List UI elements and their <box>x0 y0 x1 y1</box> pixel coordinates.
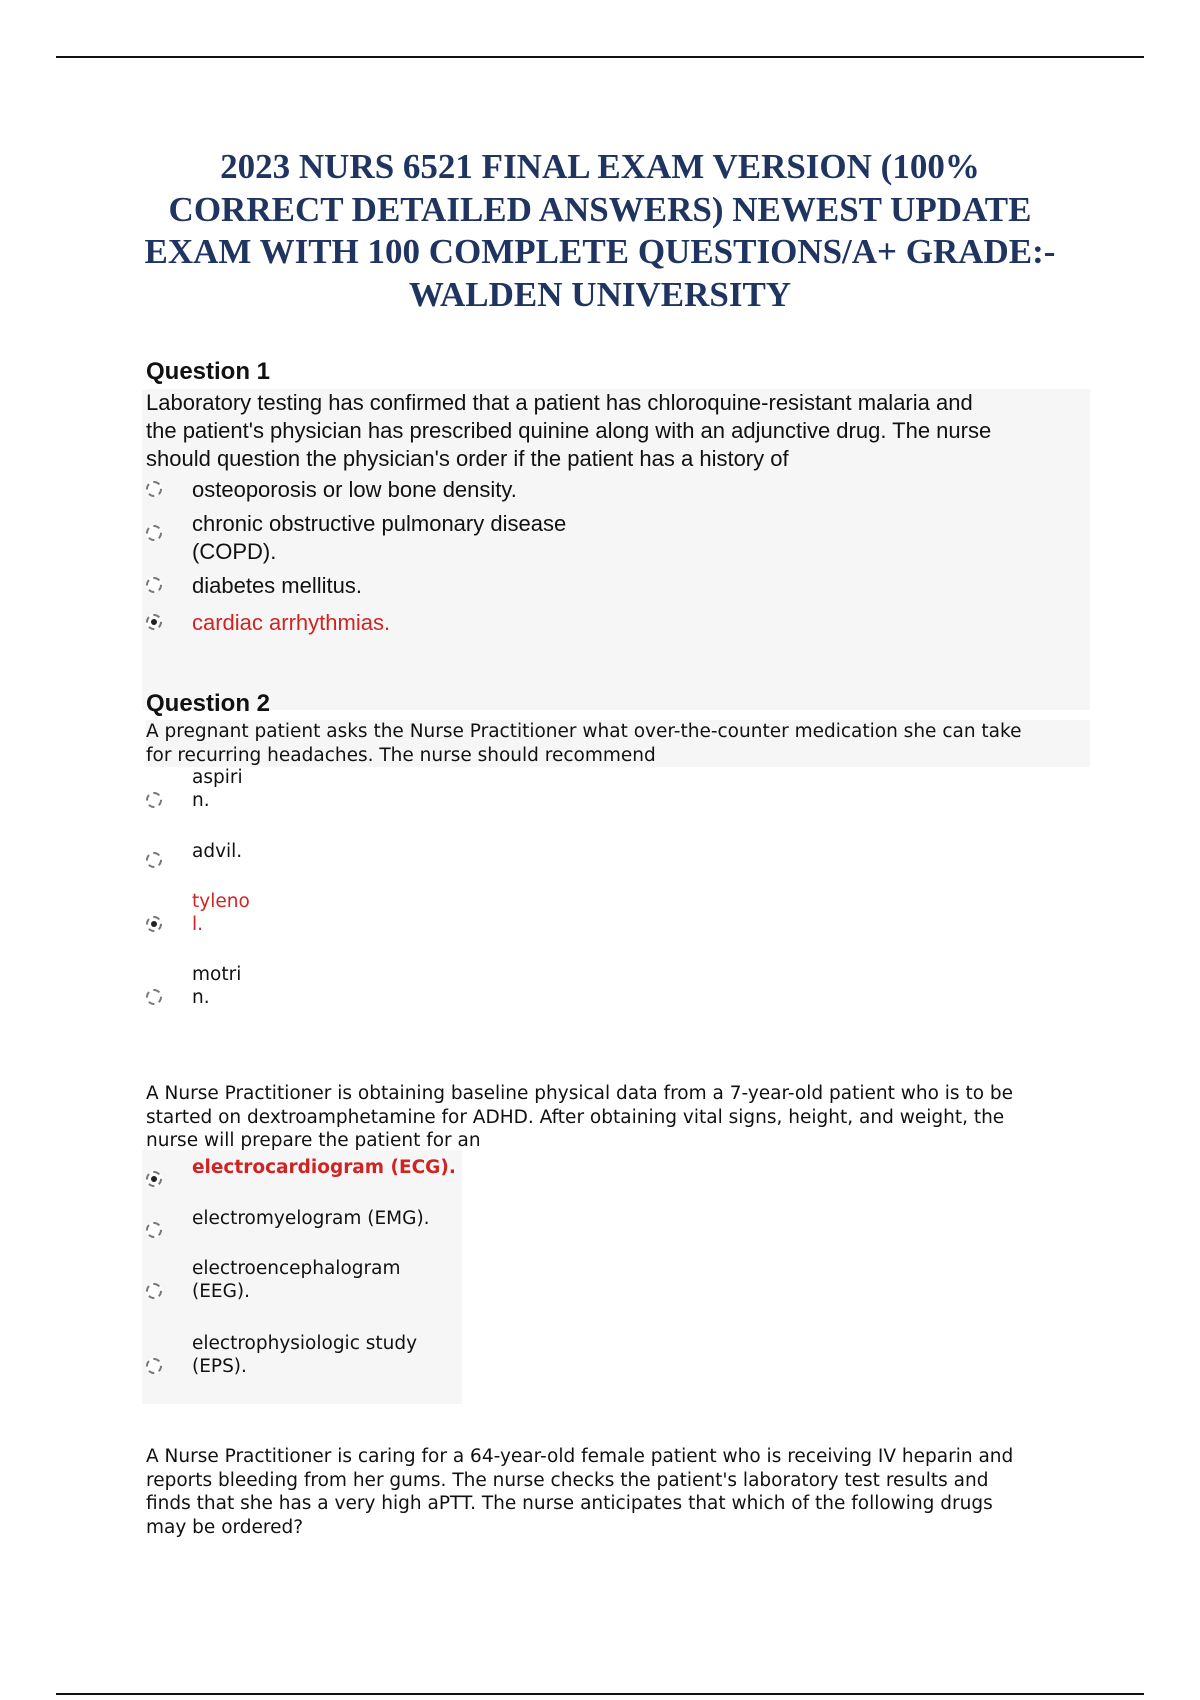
radio-icon[interactable] <box>146 577 162 593</box>
option-label-line: (EEG). <box>192 1281 251 1302</box>
radio-icon[interactable] <box>146 989 162 1005</box>
option-label-line: cardiac arrhythmias. <box>192 610 391 635</box>
radio-icon[interactable] <box>146 1222 162 1238</box>
option-label <box>192 1156 456 1179</box>
question-text-line: nurse will prepare the patient for an <box>146 1130 481 1151</box>
option-label-line: (COPD). <box>192 539 277 564</box>
option-label-line: aspiri <box>192 767 243 788</box>
document-title <box>100 146 1100 316</box>
option-label-line: (EPS). <box>192 1356 247 1377</box>
question-text-line: A pregnant patient asks the Nurse Practitioner what over-the-counter medication she can take <box>146 721 1022 742</box>
title-line: WALDEN UNIVERSITY <box>408 274 792 314</box>
question-text-line: A Nurse Practitioner is caring for a 64-year-old female patient who is receiving IV heparin and <box>146 1446 1014 1467</box>
radio-icon[interactable] <box>146 792 162 808</box>
question-text-line: started on dextroamphetamine for ADHD. After obtaining vital signs, height, and weight, the <box>146 1106 1005 1128</box>
question-text-line: reports bleeding from her gums. The nurse checks the patient's laboratory test results and <box>146 1469 989 1491</box>
radio-icon[interactable] <box>146 1358 162 1374</box>
question-1-text <box>146 389 1090 473</box>
option-label-line: n. <box>192 790 210 811</box>
question-text-line: A Nurse Practitioner is obtaining baseline physical data from a 7-year-old patient who is to be <box>146 1083 1014 1104</box>
option-label <box>192 476 517 504</box>
option-label-line: electrophysiologic study <box>192 1333 418 1354</box>
option-label-line: tyleno <box>192 891 250 912</box>
option-label <box>192 963 241 1009</box>
title-line: EXAM WITH 100 COMPLETE QUESTIONS/A+ GRADE:- <box>144 232 1056 271</box>
option-label <box>192 510 566 566</box>
option-label-line: electrocardiogram (ECG). <box>192 1157 456 1178</box>
bottom-rule <box>56 1693 1144 1695</box>
option-label <box>192 1207 430 1230</box>
radio-selected-icon[interactable] <box>146 614 162 630</box>
option-label <box>192 609 390 637</box>
option-label <box>192 1332 417 1378</box>
question-text-line: Laboratory testing has confirmed that a patient has chloroquine-resistant malaria and <box>146 390 973 415</box>
option-label-line: electroencephalogram <box>192 1258 401 1279</box>
option-label <box>192 1257 400 1303</box>
radio-selected-icon[interactable] <box>146 916 162 932</box>
question-1-heading: Question 1 <box>146 358 271 385</box>
question-2-text <box>146 720 1090 767</box>
radio-icon[interactable] <box>146 852 162 868</box>
question-text-line: finds that she has a very high aPTT. The nurse anticipates that which of the following drugs <box>146 1493 993 1514</box>
radio-selected-icon[interactable] <box>146 1171 162 1187</box>
option-label-line: n. <box>192 987 210 1008</box>
question-text-line: should question the physician's order if the patient has a history of <box>146 446 789 471</box>
option-label-line: motri <box>192 964 242 985</box>
option-label <box>192 766 243 812</box>
option-label <box>192 890 250 936</box>
question-text-line: for recurring headaches. The nurse should recommend <box>146 744 656 766</box>
option-label <box>192 840 242 863</box>
radio-icon[interactable] <box>146 525 162 541</box>
option-label-line: electromyelogram (EMG). <box>192 1208 430 1229</box>
option-label-line: chronic obstructive pulmonary disease <box>192 511 567 536</box>
option-label-line: advil. <box>192 841 243 862</box>
question-4-text <box>146 1445 1090 1539</box>
question-3-text <box>146 1082 1090 1153</box>
title-line: 2023 NURS 6521 FINAL EXAM VERSION (100% <box>220 147 980 186</box>
option-label-line: osteoporosis or low bone density. <box>192 477 517 502</box>
title-line: CORRECT DETAILED ANSWERS) NEWEST UPDATE <box>168 189 1032 229</box>
option-label-line: l. <box>192 914 204 935</box>
radio-icon[interactable] <box>146 481 162 497</box>
option-label-line: diabetes mellitus. <box>192 573 362 598</box>
radio-icon[interactable] <box>146 1283 162 1299</box>
option-label <box>192 572 362 600</box>
question-2-heading: Question 2 <box>146 690 271 717</box>
top-rule <box>56 56 1144 58</box>
question-text-line: the patient's physician has prescribed quinine along with an adjunctive drug. The nurse <box>146 418 992 443</box>
question-text-line: may be ordered? <box>146 1516 304 1538</box>
